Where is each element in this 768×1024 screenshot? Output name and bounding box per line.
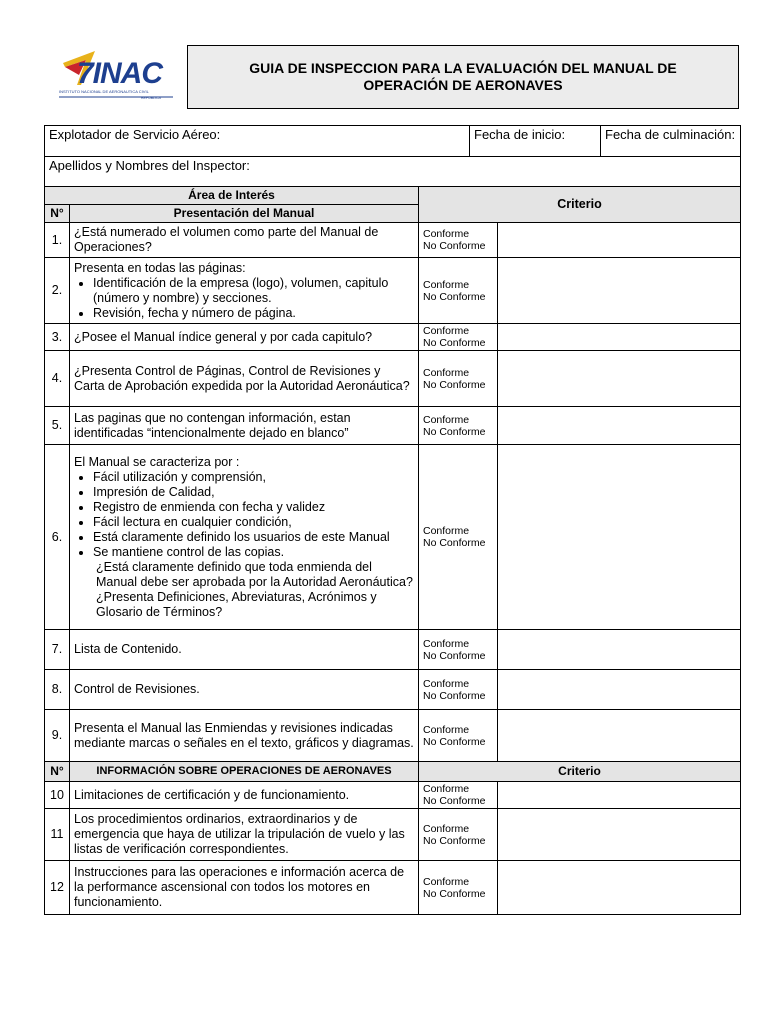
table-row (45, 809, 741, 861)
conforme-option[interactable]: Conforme (423, 325, 470, 337)
logo-sub2: REPUBLICA (141, 96, 161, 100)
logo-text: 7INAC (77, 57, 163, 90)
table-row (45, 223, 741, 258)
conforme-option[interactable]: Conforme (423, 637, 470, 650)
row-number: 6. (45, 445, 70, 630)
inspector-field[interactable]: Apellidos y Nombres del Inspector: (45, 157, 741, 187)
table-row (45, 670, 741, 710)
row-bullet: • Revisión, fecha y número de página. (93, 306, 414, 321)
observation-cell[interactable] (498, 782, 741, 809)
row-intro: El Manual se caracteriza por : (74, 454, 240, 469)
row-text: ¿Presenta Control de Páginas, Control de Revisiones y Carta de Aprobación expedida por la Autoridad Aeronáutica? (70, 351, 419, 407)
table-row (45, 861, 741, 915)
no-conforme-option[interactable]: No Conforme (423, 795, 486, 807)
row-bullet: • Impresión de Calidad, (93, 485, 414, 500)
table-row (45, 630, 741, 670)
no-conforme-option[interactable]: No Conforme (423, 290, 486, 303)
table-row (45, 407, 741, 445)
inac-logo (55, 45, 175, 105)
row-number: 1. (45, 223, 70, 258)
row-number: 9. (45, 710, 70, 762)
conforme-option[interactable]: Conforme (423, 525, 470, 537)
conforme-option[interactable]: Conforme (423, 228, 470, 240)
section1-title: Presentación del Manual (70, 205, 419, 223)
row-number: 12 (45, 861, 70, 915)
criterio-options[interactable] (419, 809, 498, 861)
table-row (45, 324, 741, 351)
conforme-option[interactable]: Conforme (423, 366, 470, 379)
conforme-option[interactable]: Conforme (423, 278, 470, 291)
inspection-table (44, 186, 741, 915)
no-conforme-option[interactable]: No Conforme (423, 337, 486, 349)
no-conforme-option[interactable]: No Conforme (423, 649, 486, 662)
no-conforme-option[interactable]: No Conforme (423, 689, 486, 702)
criterio-options[interactable] (419, 445, 498, 630)
conforme-option[interactable]: Conforme (423, 822, 470, 835)
criterio-options[interactable] (419, 258, 498, 324)
row-text: Limitaciones de certificación y de funcionamiento. (70, 782, 419, 809)
row-text: Presenta el Manual las Enmiendas y revisiones indicadas mediante marcas o señales en el texto, gráficos y diagramas. (70, 710, 419, 762)
row-text (70, 445, 419, 630)
no-conforme-option[interactable]: No Conforme (423, 425, 486, 438)
row-text: Lista de Contenido. (70, 630, 419, 670)
row-number: 10 (45, 782, 70, 809)
observation-cell[interactable] (498, 351, 741, 407)
fecha-inicio-field[interactable]: Fecha de inicio: (470, 126, 601, 157)
conforme-option[interactable]: Conforme (423, 413, 470, 426)
table-row (45, 351, 741, 407)
criterio-options[interactable] (419, 710, 498, 762)
row-text: Las paginas que no contengan información, estan identificadas “intencionalmente dejado en blanco” (70, 407, 419, 445)
table-row (45, 710, 741, 762)
fecha-culminacion-field[interactable]: Fecha de culminación: (601, 126, 741, 157)
observation-cell[interactable] (498, 710, 741, 762)
observation-cell[interactable] (498, 223, 741, 258)
observation-cell[interactable] (498, 324, 741, 351)
col-no-header: N° (45, 762, 70, 782)
observation-cell[interactable] (498, 670, 741, 710)
row-bullet: • Está claramente definido los usuarios de este Manual (93, 530, 414, 545)
area-interes-header: Área de Interés (45, 187, 419, 205)
row-bullet: • Registro de enmienda con fecha y validez (93, 500, 414, 515)
row-bullet: • Identificación de la empresa (logo), volumen, capitulo (número y nombre) y secciones. (93, 276, 414, 306)
logo-subtitle: INSTITUTO NACIONAL DE AERONAUTICA CIVIL (59, 89, 149, 94)
row-question: ¿Está claramente definido que toda enmienda del Manual debe ser aprobada por la Autoridad Aeronáutica? (96, 559, 413, 589)
row-text: Instrucciones para las operaciones e información acerca de la performance ascensional con todos los motores en funcionamiento. (70, 861, 419, 915)
row-text (70, 258, 419, 324)
table-row (45, 782, 741, 809)
row-number: 3. (45, 324, 70, 351)
row-number: 5. (45, 407, 70, 445)
criterio-options[interactable] (419, 351, 498, 407)
no-conforme-option[interactable]: No Conforme (423, 378, 486, 391)
row-intro: Presenta en todas las páginas: (74, 260, 246, 275)
document-title: GUIA DE INSPECCION PARA LA EVALUACIÓN DEL MANUAL DE OPERACIÓN DE AERONAVES (249, 60, 677, 93)
criterio-options[interactable] (419, 782, 498, 809)
row-text: ¿Está numerado el volumen como parte del Manual de Operaciones? (70, 223, 419, 258)
table-row (45, 445, 741, 630)
row-bullet: • Se mantiene control de las copias. (93, 545, 414, 560)
table-row (45, 258, 741, 324)
row-number: 11 (45, 809, 70, 861)
criterio-options[interactable] (419, 670, 498, 710)
criterio-header: Criterio (419, 762, 741, 782)
row-number: 7. (45, 630, 70, 670)
criterio-options[interactable] (419, 407, 498, 445)
observation-cell[interactable] (498, 445, 741, 630)
document-title-box (187, 45, 739, 109)
criterio-options[interactable] (419, 223, 498, 258)
explotador-field[interactable]: Explotador de Servicio Aéreo: (45, 126, 470, 157)
row-text: ¿Posee el Manual índice general y por cada capitulo? (70, 324, 419, 351)
row-text: Control de Revisiones. (70, 670, 419, 710)
no-conforme-option[interactable]: No Conforme (423, 735, 486, 748)
observation-cell[interactable] (498, 861, 741, 915)
no-conforme-option[interactable]: No Conforme (423, 887, 486, 900)
col-no-header: N° (45, 205, 70, 223)
no-conforme-option[interactable]: No Conforme (423, 240, 486, 252)
criterio-options[interactable] (419, 630, 498, 670)
conforme-option[interactable]: Conforme (423, 783, 470, 795)
no-conforme-option[interactable]: No Conforme (423, 834, 486, 847)
row-number: 2. (45, 258, 70, 324)
criterio-header: Criterio (419, 187, 741, 223)
section2-title: INFORMACIÓN SOBRE OPERACIONES DE AERONAVES (70, 762, 419, 782)
observation-cell[interactable] (498, 809, 741, 861)
row-bullet: • Fácil utilización y comprensión, (93, 470, 414, 485)
header-info-table (44, 125, 741, 187)
row-bullet: • Fácil lectura en cualquier condición, (93, 515, 414, 530)
conforme-option[interactable]: Conforme (423, 723, 470, 736)
observation-cell[interactable] (498, 258, 741, 324)
observation-cell[interactable] (498, 407, 741, 445)
observation-cell[interactable] (498, 630, 741, 670)
criterio-options[interactable] (419, 861, 498, 915)
row-number: 4. (45, 351, 70, 407)
row-number: 8. (45, 670, 70, 710)
criterio-options[interactable] (419, 324, 498, 351)
conforme-option[interactable]: Conforme (423, 875, 470, 888)
row-question: ¿Presenta Definiciones, Abreviaturas, Acrónimos y Glosario de Términos? (96, 589, 377, 619)
row-text: Los procedimientos ordinarios, extraordinarios y de emergencia que haya de utilizar la tripulación de vuelo y las listas de verificación correspondientes. (70, 809, 419, 861)
conforme-option[interactable]: Conforme (423, 677, 470, 690)
no-conforme-option[interactable]: No Conforme (423, 537, 486, 549)
